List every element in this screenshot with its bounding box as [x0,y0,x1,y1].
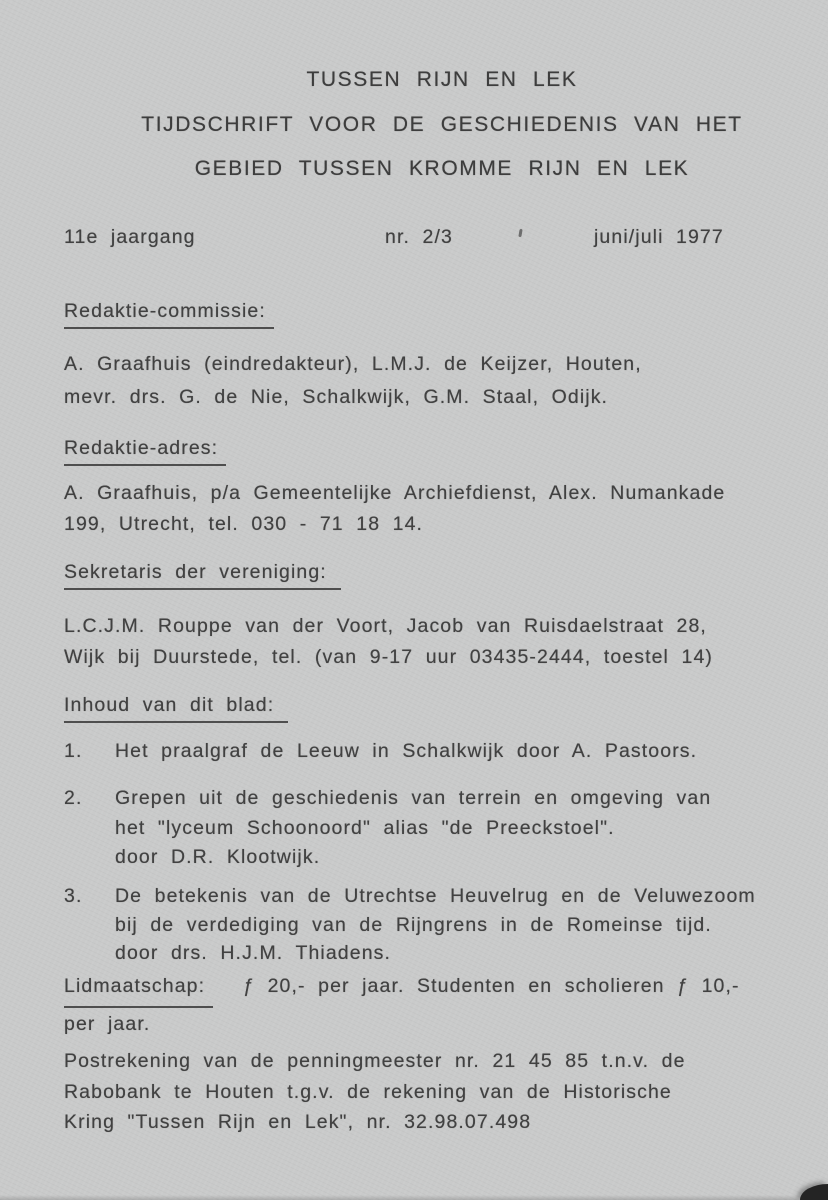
text-line: L.C.J.M. Rouppe van der Voort, Jacob van Ruisdaelstraat 28, [64,615,707,637]
text-line: 199, Utrecht, tel. 030 - 71 18 14. [64,512,424,535]
contents-item-number: 3. [64,885,83,907]
section-postrekening [64,1046,686,1138]
issue-volume: 11e jaargang [64,226,196,248]
contents-item-2 [64,784,711,873]
contents-item-text: Het praalgraf de Leeuw in Schalkwijk door A. Pastoors. [115,740,698,762]
issue-number: nr. 2/3 [385,226,453,248]
contents-item-text: De betekenis van de Utrechtse Heuvelrug en de Veluwezoom [115,885,756,907]
scan-speck [518,229,522,237]
text-line: Postrekening van de penningmeester nr. 21 45 85 t.n.v. de [64,1050,686,1072]
section-heading-redaktie-commissie: Redaktie-commissie: [64,300,274,329]
contents-item-row [64,882,756,911]
text-line: Kring "Tussen Rijn en Lek", nr. 32.98.07.498 [64,1111,532,1133]
contents-item-text: bij de verdediging van de Rijngrens in de Romeinse tijd. [115,913,712,936]
contents-item-row [64,784,711,814]
masthead [64,58,820,192]
issue-date: juni/juli 1977 [594,226,724,248]
scan-corner-blob [800,1184,828,1200]
section-redaktie-commissie [64,348,642,414]
contents-item-row [64,737,697,767]
journal-title: TUSSEN RIJN EN LEK [306,68,578,91]
section-heading-lidmaatschap: Lidmaatschap: [64,970,213,1008]
section-redaktie-adres [64,478,725,539]
journal-subtitle-line-1: TIJDSCHRIFT VOOR DE GESCHIEDENIS VAN HET [141,112,743,136]
contents-item-author: door drs. H.J.M. Thiadens. [115,942,392,964]
section-heading-inhoud: Inhoud van dit blad: [64,694,288,723]
contents-item-3 [64,882,756,968]
contents-item-number: 2. [64,787,83,809]
contents-item-author: door D.R. Klootwijk. [115,846,321,868]
section-lidmaatschap [64,970,740,1040]
contents-item-text: Grepen uit de geschiedenis van terrein en omgeving van [115,787,712,809]
text-line: A. Graafhuis, p/a Gemeentelijke Archiefdienst, Alex. Numankade [64,482,726,504]
text-line: Rabobank te Houten t.g.v. de rekening van de Historische [64,1080,672,1103]
lidmaatschap-line [64,970,740,1008]
section-sekretaris [64,611,713,672]
section-heading-redaktie-adres: Redaktie-adres: [64,437,226,466]
text-line: mevr. drs. G. de Nie, Schalkwijk, G.M. Staal, Odijk. [64,386,609,408]
text-line: A. Graafhuis (eindredakteur), L.M.J. de Keijzer, Houten, [64,353,642,375]
scan-bottom-shadow [0,1195,828,1200]
contents-item-text: het "lyceum Schoonoord" alias "de Preeckstoel". [115,816,615,839]
journal-subtitle-line-2: GEBIED TUSSEN KROMME RIJN EN LEK [194,157,690,180]
contents-item-number: 1. [64,740,83,762]
lidmaatschap-fee-text-2: per jaar. [64,1013,151,1035]
contents-item-1 [64,737,697,767]
text-line: Wijk bij Duurstede, tel. (van 9-17 uur 03435-2444, toestel 14) [64,645,713,668]
section-heading-sekretaris: Sekretaris der vereniging: [64,561,341,590]
lidmaatschap-fee-text: ƒ 20,- per jaar. Studenten en scholieren ƒ 10,- [243,975,740,997]
